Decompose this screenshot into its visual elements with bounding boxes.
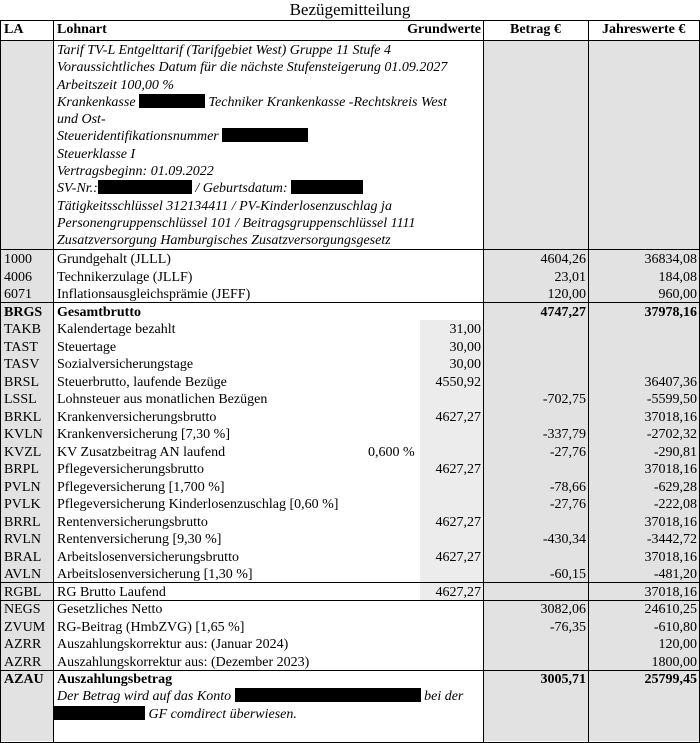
betrag-value: -76,35 (549, 619, 586, 635)
betrag-value: 3082,06 (540, 602, 586, 617)
table-row (0, 374, 700, 392)
steuerid-line (57, 128, 483, 145)
redaction-box (53, 706, 145, 720)
la-code: PVLN (4, 479, 41, 495)
krankenkasse-line (57, 94, 483, 111)
document-title: Bezügemitteilung (289, 0, 411, 19)
header-grundwerte: Grundwerte (407, 22, 481, 37)
la-code: AZRR (4, 654, 42, 670)
stufe-line: Voraussichtliches Datum für die nächste Stufensteigerung 01.09.2027 (57, 60, 448, 76)
table-row (0, 601, 700, 619)
geb-label: / Geburtsdatum: (195, 181, 288, 197)
table-row (0, 566, 700, 584)
table-row (0, 426, 700, 444)
la-code: RVLN (4, 532, 41, 547)
grundwert-value: 4550,92 (435, 374, 481, 390)
steuerklasse-line: Steuerklasse I (57, 146, 136, 162)
la-code: 4006 (4, 269, 32, 285)
table-row (0, 339, 700, 357)
sv-line (57, 180, 483, 197)
grundwert-value: 30,00 (449, 339, 481, 355)
lohnart-label: KV Zusatzbeitrag AN laufend (57, 444, 226, 460)
betrag-value: -78,66 (549, 479, 586, 495)
redaction-box (291, 180, 363, 194)
table-row (0, 321, 700, 339)
header-lohnart: Lohnart (57, 22, 107, 37)
lohnart-label: Pflegeversicherung [1,700 %] (57, 479, 225, 495)
lohnart-label: Gesetzliches Netto (57, 602, 163, 617)
jahreswert-value: 36834,08 (644, 252, 697, 267)
la-code: ZVUM (4, 619, 46, 635)
betrag-value: -27,76 (549, 497, 586, 512)
grundwert-value: 4627,27 (435, 462, 481, 477)
grundwert-value: 30,00 (449, 357, 481, 372)
jahreswert-value: 36407,36 (644, 374, 697, 390)
table-row (0, 636, 700, 654)
betrag-value: 4604,26 (540, 252, 586, 267)
steuerid-label: Steueridentifikationsnummer (57, 129, 219, 145)
table-row (0, 444, 700, 462)
lohnart-label: RG-Beitrag (HmbZVG) [1,65 %] (57, 619, 245, 635)
footer-shade (484, 722, 699, 741)
zusatz-line: Zusatzversorgung Hamburgisches Zusatzversorgungsgesetz (57, 233, 391, 249)
table-row (0, 251, 700, 269)
table-row (0, 531, 700, 549)
kk-label: Krankenkasse (57, 94, 136, 110)
lohnart-label: Grundgehalt (JLLL) (57, 252, 171, 267)
table-row (0, 304, 700, 322)
jahreswert-value: -290,81 (653, 444, 697, 460)
employment-info-block (57, 42, 483, 250)
lohnart-label: Sozialversicherungstage (57, 357, 194, 372)
krankenkasse-cont-line: und Ost- (57, 112, 106, 128)
jahreswert-value: -481,20 (653, 567, 697, 582)
jahreswert-value: -629,28 (653, 479, 697, 495)
jahreswert-value: 37018,16 (644, 584, 697, 600)
grundwert-value: 4627,27 (435, 514, 481, 530)
lohnart-label: Auszahlungskorrektur aus: (Dezember 2023) (57, 654, 310, 670)
lohnart-label: Arbeitslosenversicherung [1,30 %] (57, 567, 253, 582)
betrag-value: -702,75 (542, 392, 586, 407)
lohnart-label: Steuertage (57, 339, 117, 355)
la-code: LSSL (4, 392, 37, 407)
la-code: NEGS (4, 602, 41, 617)
la-code: BRSL (4, 374, 40, 390)
betrag-value: -337,79 (542, 427, 586, 442)
table-row (0, 286, 700, 304)
la-code: BRPL (4, 462, 40, 477)
personengruppe-line: Personengruppenschlüssel 101 / Beitragsgruppenschlüssel 1111 (57, 215, 416, 231)
table-row (0, 269, 700, 287)
redaction-box (98, 180, 192, 194)
betrag-value: 23,01 (554, 269, 586, 285)
footer-line-2 (57, 706, 297, 724)
lohnart-label: Gesamtbrutto (57, 304, 141, 320)
jahreswert-value: 25799,45 (644, 672, 697, 687)
table-row (0, 496, 700, 514)
betrag-value: -60,15 (549, 567, 586, 582)
redaction-box (222, 128, 308, 142)
betrag-value: 120,00 (547, 287, 586, 302)
la-code: AVLN (4, 567, 42, 582)
betrag-value: 4747,27 (540, 304, 586, 320)
taetigkeit-line: Tätigkeitsschlüssel 312134411 / PV-Kinderlosenzuschlag ja (57, 198, 392, 214)
table-row (0, 391, 700, 409)
grundwert-value: 4627,27 (435, 409, 481, 425)
la-code: TASV (4, 357, 40, 372)
table-row (0, 654, 700, 672)
lohnart-label: Auszahlungsbetrag (57, 672, 173, 687)
table-row (0, 549, 700, 567)
header-bottom-line (0, 40, 700, 41)
lohnart-label: Krankenversicherung [7,30 %] (57, 427, 230, 442)
la-code: PVLK (4, 497, 41, 512)
jahreswert-value: 37018,16 (644, 549, 697, 565)
grundwert-rate: 0,600 % (368, 444, 415, 460)
lohnart-label: Rentenversicherungsbrutto (57, 514, 208, 530)
jahreswert-value: -2702,32 (646, 427, 697, 442)
la-code: TAST (4, 339, 38, 355)
jahreswert-value: 120,00 (658, 637, 697, 652)
lohnart-label: Auszahlungskorrektur aus: (Januar 2024) (57, 637, 289, 652)
betrag-value: -430,34 (542, 532, 586, 547)
grundwert-value: 4627,27 (435, 549, 481, 565)
la-code: BRAL (4, 549, 42, 565)
la-code: KVZL (4, 444, 42, 460)
lohnart-label: Pflegeversicherung Kinderlosenzuschlag [0,60 %] (57, 497, 339, 512)
table-row (0, 514, 700, 532)
la-code: BRKL (4, 409, 42, 425)
header-la: LA (4, 22, 24, 37)
lohnart-label: Steuerbrutto, laufende Bezüge (57, 374, 227, 390)
la-code: AZAU (4, 672, 44, 687)
la-code: AZRR (4, 637, 42, 652)
lohnart-label: Krankenversicherungsbrutto (57, 409, 217, 425)
jahreswert-value: 37018,16 (644, 409, 697, 425)
footer-text-b: bei der (424, 689, 464, 704)
jahreswerte-info-shade (589, 41, 699, 249)
table-row (0, 461, 700, 479)
lohnart-label: Technikerzulage (JLLF) (57, 269, 193, 285)
lohnart-label: RG Brutto Laufend (57, 584, 166, 600)
table-row (0, 584, 700, 602)
redaction-box (235, 688, 421, 702)
header-jahreswerte: Jahreswerte € (602, 22, 686, 37)
table-row (0, 619, 700, 637)
la-code: 6071 (4, 287, 32, 302)
table-row (0, 671, 700, 689)
footer-text-a: Der Betrag wird auf das Konto (57, 689, 232, 704)
lohnart-label: Kalendertage bezahlt (57, 322, 176, 337)
table-row (0, 356, 700, 374)
betrag-value: -27,76 (549, 444, 586, 460)
vertragsbeginn-line: Vertragsbeginn: 01.09.2022 (57, 164, 214, 180)
lohnart-label: Rentenversicherung [9,30 %] (57, 532, 222, 547)
la-code: KVLN (4, 427, 43, 442)
jahreswert-value: 1800,00 (651, 654, 697, 670)
grundwert-value: 4627,27 (435, 584, 481, 600)
jahreswert-value: 960,00 (658, 287, 697, 302)
lohnart-label: Inflationsausgleichsprämie (JEFF) (57, 287, 251, 302)
lohnart-label: Pflegeversicherungsbrutto (57, 462, 204, 477)
kk-name: Techniker Krankenkasse -Rechtskreis West (208, 94, 447, 110)
jahreswert-value: -222,08 (653, 497, 697, 512)
la-code: BRGS (4, 304, 43, 320)
jahreswert-value: 37978,16 (644, 304, 697, 320)
lohnart-label: Lohnsteuer aus monatlichen Bezügen (57, 392, 268, 407)
lohnart-label: Arbeitslosenversicherungsbrutto (57, 549, 239, 565)
jahreswert-value: -5599,50 (646, 392, 697, 407)
jahreswert-value: 24610,25 (644, 602, 697, 617)
la-code: TAKB (4, 322, 41, 337)
table-row (0, 479, 700, 497)
arbeitszeit-line: Arbeitszeit 100,00 % (57, 77, 175, 93)
jahreswert-value: 37018,16 (644, 514, 697, 530)
redaction-box (139, 94, 205, 108)
betrag-value: 3005,71 (540, 672, 586, 687)
sv-label: SV-Nr.: (57, 181, 98, 197)
betrag-info-shade (484, 41, 588, 249)
jahreswert-value: -3442,72 (646, 532, 697, 547)
header-betrag: Betrag € (510, 22, 561, 37)
grundwert-value: 31,00 (449, 322, 481, 337)
jahreswert-value: 37018,16 (644, 462, 697, 477)
footer-text-c: GF comdirect überwiesen. (148, 707, 297, 722)
jahreswert-value: 184,08 (658, 269, 697, 285)
tarif-line: Tarif TV-L Entgelttarif (Tarifgebiet West) Gruppe 11 Stufe 4 (57, 43, 391, 58)
table-row (0, 409, 700, 427)
la-code: BRRL (4, 514, 41, 530)
jahreswert-value: -610,80 (653, 619, 697, 635)
la-code: 1000 (4, 252, 32, 267)
la-code: RGBL (4, 584, 42, 600)
footer-line-1 (57, 688, 463, 706)
